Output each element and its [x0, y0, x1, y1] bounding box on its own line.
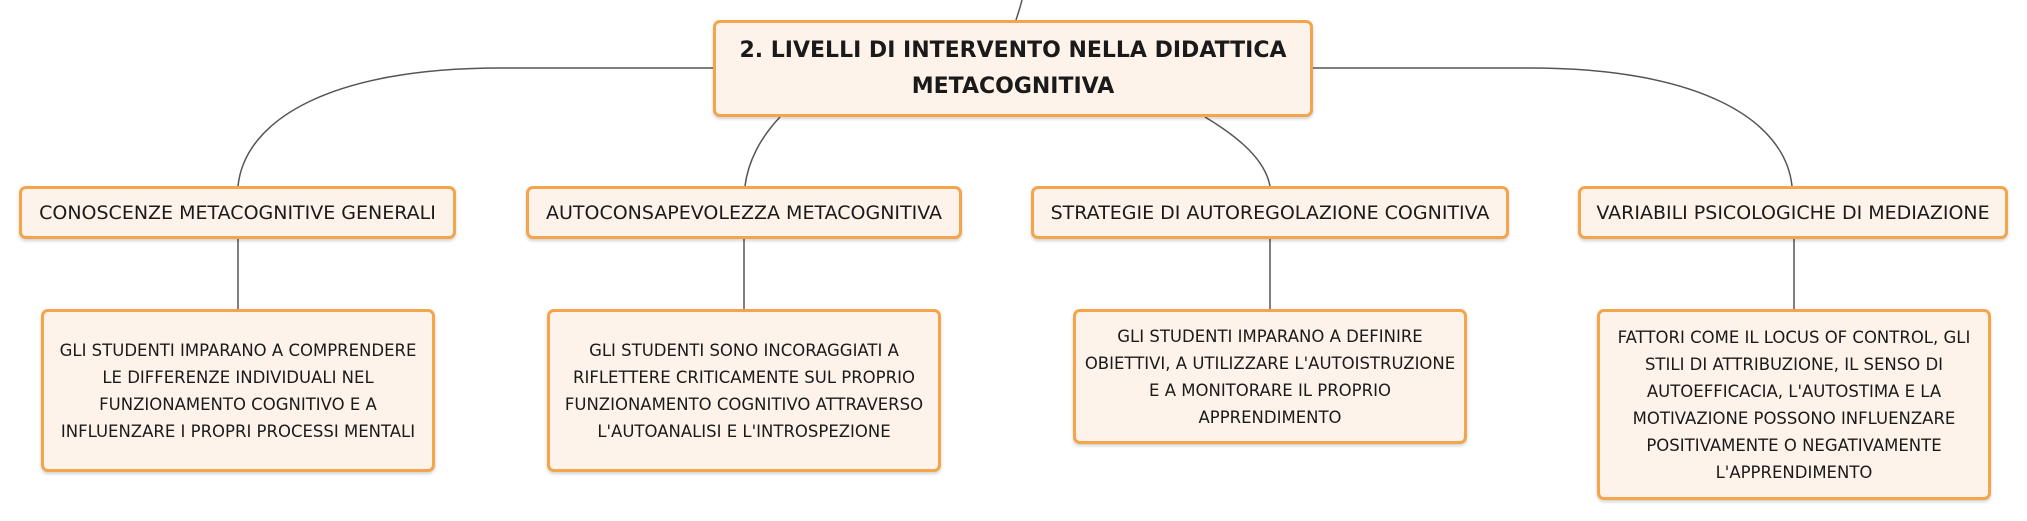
detail-node-text: GLI STUDENTI IMPARANO A COMPRENDERE LE DIFFERENZE INDIVIDUALI NEL FUNZIONAMENTO COGNITIVO E A INFLUENZARE I PROPRI PROCESSI MENTALI	[59, 340, 417, 441]
detail-node-metacognitive-self-awareness[interactable]	[547, 309, 941, 472]
root-to-branch-2-connector	[745, 117, 780, 186]
branch-node-label: AUTOCONSAPEVOLEZZA METACOGNITIVA	[546, 201, 942, 224]
branch-node-label: STRATEGIE DI AUTOREGOLAZIONE COGNITIVA	[1050, 201, 1490, 224]
parent-connector	[1016, 0, 1022, 20]
branch-node-psychological-mediation-variables[interactable]	[1578, 186, 2008, 239]
detail-node-text: GLI STUDENTI IMPARANO A DEFINIRE OBIETTIVI, A UTILIZZARE L'AUTOISTRUZIONE E A MONITORARE IL PROPRIO APPRENDIMENTO	[1084, 326, 1456, 427]
branch-node-general-metacognitive-knowledge[interactable]	[19, 186, 456, 239]
detail-node-psychological-mediation-variables[interactable]	[1597, 309, 1991, 500]
root-to-branch-4-connector	[1313, 68, 1792, 186]
detail-node-general-metacognitive-knowledge[interactable]	[41, 309, 435, 472]
branch-node-label: VARIABILI PSICOLOGICHE DI MEDIAZIONE	[1596, 201, 1990, 224]
detail-node-cognitive-self-regulation-strategies[interactable]	[1073, 309, 1467, 444]
root-to-branch-1-connector	[238, 68, 713, 186]
detail-node-text: FATTORI COME IL LOCUS OF CONTROL, GLI STILI DI ATTRIBUZIONE, IL SENSO DI AUTOEFFICACIA, L'AUTOSTIMA E LA MOTIVAZIONE POSSONO INFLUENZARE POSITIVAMENTE O NEGATIVAMENTE L'APPRENDIMENTO	[1617, 327, 1971, 482]
branch-node-cognitive-self-regulation-strategies[interactable]	[1031, 186, 1509, 239]
root-node-title: 2. LIVELLI DI INTERVENTO NELLA DIDATTICA METACOGNITIVA	[739, 37, 1287, 99]
branch-node-metacognitive-self-awareness[interactable]	[526, 186, 962, 239]
detail-node-text: GLI STUDENTI SONO INCORAGGIATI A RIFLETTERE CRITICAMENTE SUL PROPRIO FUNZIONAMENTO COGNITIVO ATTRAVERSO L'AUTOANALISI E L'INTROSPEZIONE	[564, 340, 924, 441]
root-to-branch-3-connector	[1205, 117, 1270, 186]
branch-node-label: CONOSCENZE METACOGNITIVE GENERALI	[39, 201, 436, 224]
root-node[interactable]	[713, 20, 1313, 117]
